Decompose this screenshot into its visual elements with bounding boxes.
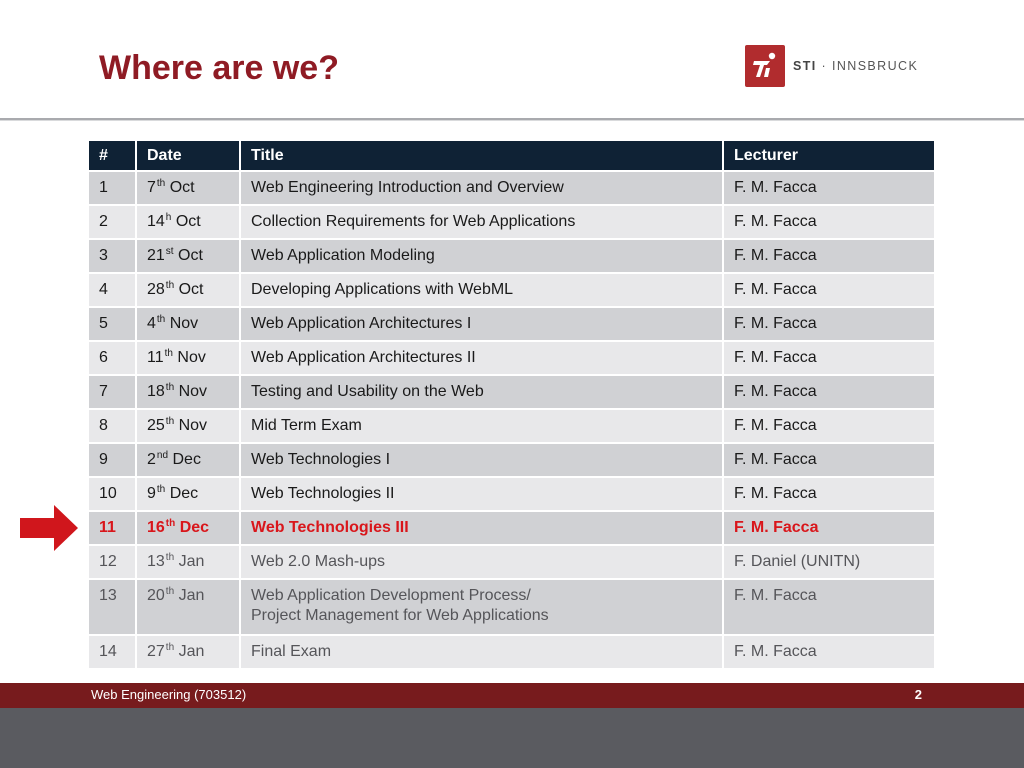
cell-title: Web Technologies III: [240, 511, 723, 545]
cell-lecturer: F. M. Facca: [723, 205, 934, 239]
footer-course: Web Engineering (703512): [91, 687, 247, 702]
header-date: Date: [136, 141, 240, 171]
cell-number: 1: [89, 171, 136, 205]
table-row: [89, 409, 934, 443]
table-header-row: [89, 141, 934, 171]
cell-date: 28th Oct: [136, 273, 240, 307]
current-lecture-arrow-icon: [20, 505, 78, 551]
cell-title: Web Engineering Introduction and Overview: [240, 171, 723, 205]
cell-number: 5: [89, 307, 136, 341]
cell-title: Testing and Usability on the Web: [240, 375, 723, 409]
cell-lecturer: F. M. Facca: [723, 635, 934, 668]
table-row: [89, 375, 934, 409]
logo-text: STI · INNSBRUCK: [793, 59, 919, 73]
table-row: [89, 443, 934, 477]
cell-number: 4: [89, 273, 136, 307]
header-lecturer: Lecturer: [723, 141, 934, 171]
title-divider-shadow: [0, 120, 1024, 121]
cell-number: 3: [89, 239, 136, 273]
cell-lecturer: F. Daniel (UNITN): [723, 545, 934, 579]
cell-date: 14$^h$ Oct: [136, 205, 240, 239]
cell-number: 13: [89, 579, 136, 635]
cell-lecturer: F. M. Facca: [723, 239, 934, 273]
cell-number: 6: [89, 341, 136, 375]
lecture-schedule-table: [89, 141, 934, 668]
table-row: [89, 635, 934, 668]
table-row: [89, 545, 934, 579]
cell-lecturer: F. M. Facca: [723, 341, 934, 375]
cell-date: 25th Nov: [136, 409, 240, 443]
cell-lecturer: F. M. Facca: [723, 409, 934, 443]
cell-title: Web Application Development Process/ Project Management for Web Applications: [240, 579, 723, 635]
header-title: Title: [240, 141, 723, 171]
cell-title: Developing Applications with WebML: [240, 273, 723, 307]
page-number: 2: [914, 687, 922, 702]
cell-title: Web Application Architectures II: [240, 341, 723, 375]
cell-lecturer: F. M. Facca: [723, 477, 934, 511]
cell-title: Web 2.0 Mash-ups: [240, 545, 723, 579]
cell-date: 13th Jan: [136, 545, 240, 579]
cell-date: 21st Oct: [136, 239, 240, 273]
cell-title: Final Exam: [240, 635, 723, 668]
cell-date: 9th Dec: [136, 477, 240, 511]
bottom-band: [0, 708, 1024, 768]
cell-title: Web Application Architectures I: [240, 307, 723, 341]
cell-date: 2nd Dec: [136, 443, 240, 477]
cell-lecturer: F. M. Facca: [723, 273, 934, 307]
table-row: [89, 273, 934, 307]
sti-innsbruck-logo: [745, 45, 918, 87]
cell-date: 27th Jan: [136, 635, 240, 668]
cell-number: 2: [89, 205, 136, 239]
header-number: #: [89, 141, 136, 171]
cell-number: 12: [89, 545, 136, 579]
footer-bar: [0, 683, 1024, 708]
cell-number: 9: [89, 443, 136, 477]
sti-logo-icon: [745, 45, 785, 87]
cell-lecturer: F. M. Facca: [723, 511, 934, 545]
table-row: [89, 341, 934, 375]
table-row: [89, 511, 934, 545]
cell-lecturer: F. M. Facca: [723, 171, 934, 205]
cell-title: Mid Term Exam: [240, 409, 723, 443]
cell-date: 18th Nov: [136, 375, 240, 409]
cell-date: 4th Nov: [136, 307, 240, 341]
table-row: [89, 579, 934, 635]
cell-lecturer: F. M. Facca: [723, 375, 934, 409]
table-row: [89, 477, 934, 511]
cell-number: 14: [89, 635, 136, 668]
cell-title: Web Application Modeling: [240, 239, 723, 273]
cell-title: Web Technologies II: [240, 477, 723, 511]
cell-lecturer: F. M. Facca: [723, 443, 934, 477]
cell-number: 11: [89, 511, 136, 545]
cell-date: 20th Jan: [136, 579, 240, 635]
cell-number: 10: [89, 477, 136, 511]
cell-date: 16th Dec: [136, 511, 240, 545]
slide-title: Where are we?: [99, 49, 339, 87]
cell-title: Collection Requirements for Web Applications: [240, 205, 723, 239]
cell-title: Web Technologies I: [240, 443, 723, 477]
cell-date: 11th Nov: [136, 341, 240, 375]
cell-number: 7: [89, 375, 136, 409]
table-row: [89, 205, 934, 239]
cell-number: 8: [89, 409, 136, 443]
cell-lecturer: F. M. Facca: [723, 579, 934, 635]
cell-lecturer: F. M. Facca: [723, 307, 934, 341]
table-row: [89, 171, 934, 205]
table-row: [89, 239, 934, 273]
table-row: [89, 307, 934, 341]
cell-date: 7th Oct: [136, 171, 240, 205]
